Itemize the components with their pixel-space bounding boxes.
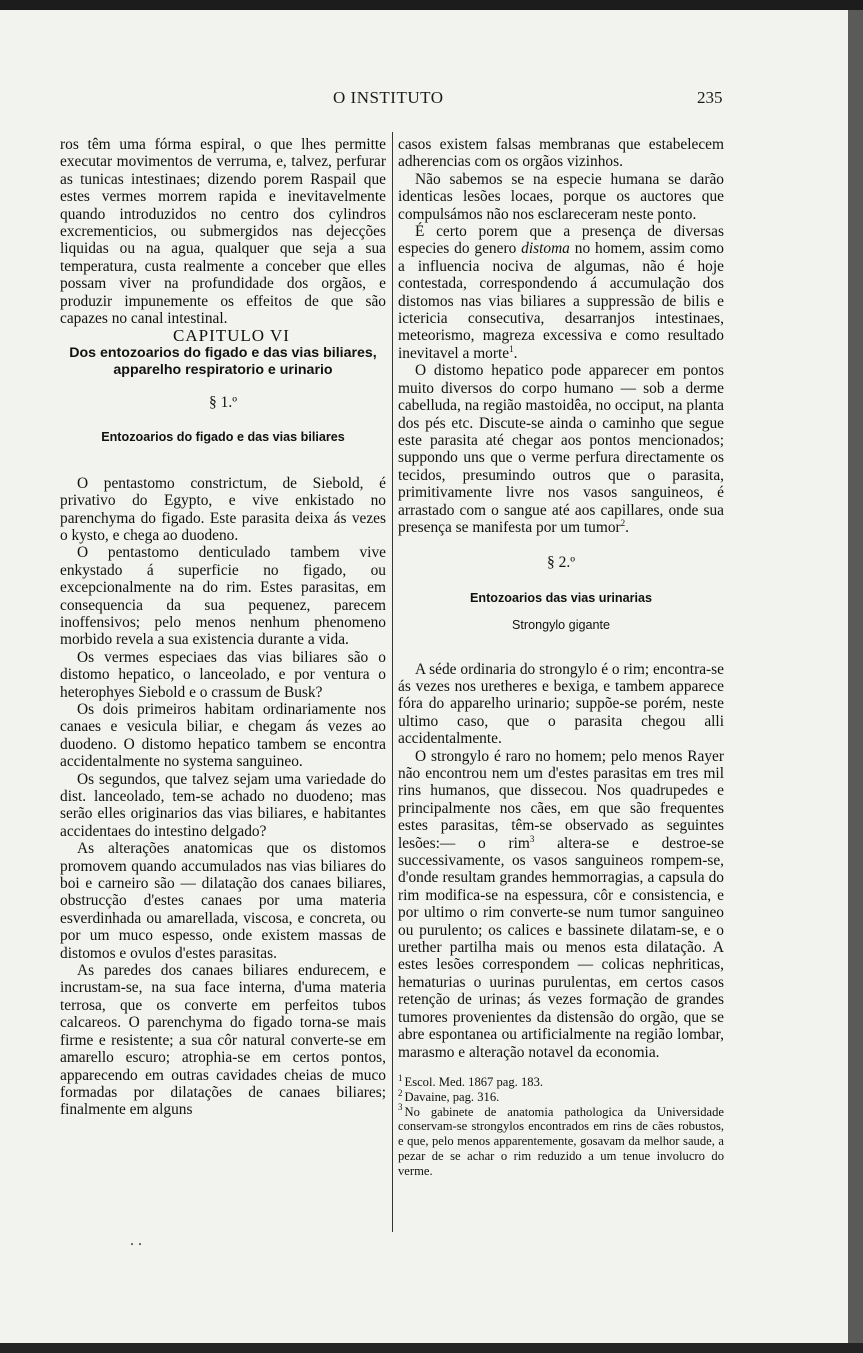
paragraph: Não sabemos se na especie humana se darão identicas lesões locaes, porque os auctores que compulsámos não nos esclareceram neste ponto. bbox=[398, 170, 724, 223]
text: . bbox=[513, 344, 518, 362]
right-column bbox=[398, 136, 724, 1178]
section-number: § 2.º bbox=[546, 554, 576, 572]
text: no homem, assim como a influencia nociva de algumas, não é hoje contestada, correspondendo á accumulação dos distomos nas vias biliares a suppressão de bilis e ictericia consecutiva, desarranjos intestinaes, meteorismo, magreza excessiva e como resultado inevitavel a morte bbox=[398, 240, 724, 362]
chapter-title: CAPITULO VI bbox=[173, 326, 290, 346]
paragraph: Os segundos, que talvez sejam uma variedade do dist. lanceolado, tem-se achado no duodeno; mas serão elles originarios das vias biliares, e habitantes accidentaes do intestino delgado? bbox=[60, 770, 386, 840]
paragraph-strongylo bbox=[398, 748, 724, 1061]
section-heading: Entozoarios do figado e das vias biliares bbox=[101, 430, 345, 445]
running-title: O INSTITUTO bbox=[333, 88, 444, 107]
paragraph: O pentastomo denticulado tambem vive enkystado á superficie no figado, ou excepcionalmente na do rim. Estes parasitas, em consequencia da sua pequenez, parecem inoffensivos; pelo menos nenhum phenomeno morbido revela a sua existencia durante a vida. bbox=[60, 544, 386, 649]
paragraph: A séde ordinaria do strongylo é o rim; encontra-se ás vezes nos uretheres e bexiga, e tambem apparece fóra do apparelho urinario; suppõe-se porém, neste ultimo caso, que o parasita chegou alli accidentalmente. bbox=[398, 660, 724, 748]
footnote-text: Escol. Med. 1867 pag. 183. bbox=[404, 1074, 544, 1089]
footnote-number: 1 bbox=[398, 1072, 403, 1083]
paragraph: casos existem falsas membranas que estabelecem adherencias com os orgãos vizinhos. bbox=[398, 136, 724, 171]
page-header bbox=[0, 88, 848, 112]
genus-name: distoma bbox=[521, 240, 570, 258]
footnote-ref: 3 bbox=[529, 833, 535, 844]
section-number: § 1.º bbox=[208, 393, 238, 411]
paragraph-hepatic bbox=[398, 362, 724, 536]
column-divider bbox=[392, 132, 393, 1232]
intro-paragraph: ros têm uma fórma espiral, o que lhes permitte executar movimentos de verruma, e, talvez, perfurar as tunicas intestinaes; dizendo porem Raspail que estes vermes morrem rapida e inevitavelmente quando introduzidos no centro dos cylindros excrementicios, ou submergidos nas dejecções liquidas ou na agua, qualquer que seja a sua temperatura, custa realmente a conceber que elles possam viver na profundidade dos orgãos, e produzir impunemente os effeitos de que são capazes no canal intestinal. bbox=[60, 136, 386, 328]
paragraph: Os vermes especiaes das vias biliares são o distomo hepatico, o lanceolado, e por ventura o heterophyes Siebold e o crassum de Busk? bbox=[60, 648, 386, 701]
paragraph: As alterações anatomicas que os distomos promovem quando accumulados nas vias biliares do boi e carneiro são — dilatação dos canaes biliares, obstrucção d'estes canaes por uma materia esverdinhada ou amarellada, viscosa, e concreta, ou por um muco espesso, onde existem massas de distomos e ovulos d'estes parasitas. bbox=[60, 840, 386, 962]
footnote bbox=[398, 1102, 724, 1179]
footnote-ref: 1 bbox=[509, 343, 514, 354]
trailing-marks: . . bbox=[130, 1232, 142, 1249]
footnote-text: No gabinete de anatomia pathologica da Universidade conservam-se strongylos encontrados em rins de cães robustos, e que, pelo menos apparentemente, gosavam da melhor saude, a pezar de se achar o rim reduzido a um tenue involucro do verme. bbox=[398, 1104, 724, 1178]
text: O distomo hepatico pode apparecer em pontos muito diversos do corpo humano — sob a derme cabelluda, na região mastoidêa, no occiput, na planta dos pés etc. Discute-se ainda o caminho que segue este parasita até chegar aos pontos mencionados; suppondo uns que o verme perfura directamente os tecidos, presumindo outros que o parasita, primitivamente livre nos vasos sanguineos, é arrastado com o sangue até aos capillares, onde sua presença se manifesta por um tumor bbox=[398, 362, 724, 536]
chapter-subtitle: Dos entozoarios do figado e das vias biliares, apparelho respiratorio e urinario bbox=[69, 344, 377, 379]
page-edge bbox=[848, 10, 863, 1353]
page-edge bbox=[0, 1343, 863, 1353]
left-column bbox=[60, 136, 386, 1119]
text: . bbox=[625, 518, 630, 536]
paragraph: Os dois primeiros habitam ordinariamente nos canaes e vesicula biliar, e chegam ás vezes ao duodeno. O distomo hepatico tambem se encontra accidentalmente no systema sanguineo. bbox=[60, 700, 386, 771]
paragraph: O pentastomo constrictum, de Siebold, é privativo do Egypto, e vive enkistado no parenchyma do figado. Este parasita deixa ás vezes o kysto, e chega ao duodeno. bbox=[60, 474, 386, 544]
footnote-number: 2 bbox=[398, 1087, 403, 1098]
section-heading: Entozoarios das vias urinarias bbox=[470, 590, 652, 605]
text: altera-se e destroe-se successivamente, os vasos sanguineos rompem-se, d'onde resultam grandes hemmorragias, a capsula do rim modifica-se na espessura, côr e consistencia, e por ultimo o rim converte-se num tumor sanguineo ou purulento; os calices e bassinete dilatam-se, e o urether partilha mais ou menos esta dilatação. A estes lesões correspondem — colicas nephriticas, hematurias o uurinas purulentas, em certos casos retenção de urinas; ás vezes formação de grandes tumores provenientes da distensão do orgão, que se abre espontanea ou artificialmente na região lombar, marasmo e alteração notavel da economia. bbox=[398, 834, 724, 1061]
footnote bbox=[398, 1072, 724, 1090]
text: É certo porem que a presença de diversas especies do genero bbox=[398, 223, 724, 258]
footnote-number: 3 bbox=[398, 1102, 403, 1113]
footnote bbox=[398, 1087, 724, 1105]
footnote-ref: 2 bbox=[620, 517, 626, 528]
paragraph-distoma bbox=[398, 223, 724, 362]
book-page bbox=[0, 10, 848, 1343]
text: O strongylo é raro no homem; pelo menos Rayer não encontrou nem um d'estes parasitas em tres mil rins humanos, que dissecou. Nos quadrupedes e principalmente nos cães, em que são frequentes estes parasitas, têm-se observado as seguintes lesões:— o rim bbox=[398, 747, 724, 852]
sub-heading: Strongylo gigante bbox=[511, 618, 611, 633]
footnote-text: Davaine, pag. 316. bbox=[404, 1089, 500, 1104]
footnotes bbox=[398, 1072, 724, 1179]
paragraph: As paredes dos canaes biliares endurecem, e incrustam-se, na sua face interna, d'uma materia terrosa, que os converte em perfeitos tubos calcareos. O parenchyma do figado torna-se mais firme e resistente; a sua côr natural converte-se em amarello escuro; atrophia-se em certos pontos, apparecendo em outras cavidades cheias de muco formadas por dilatações de canaes biliares; finalmente em alguns bbox=[60, 962, 386, 1119]
page-number: 235 bbox=[697, 88, 723, 107]
